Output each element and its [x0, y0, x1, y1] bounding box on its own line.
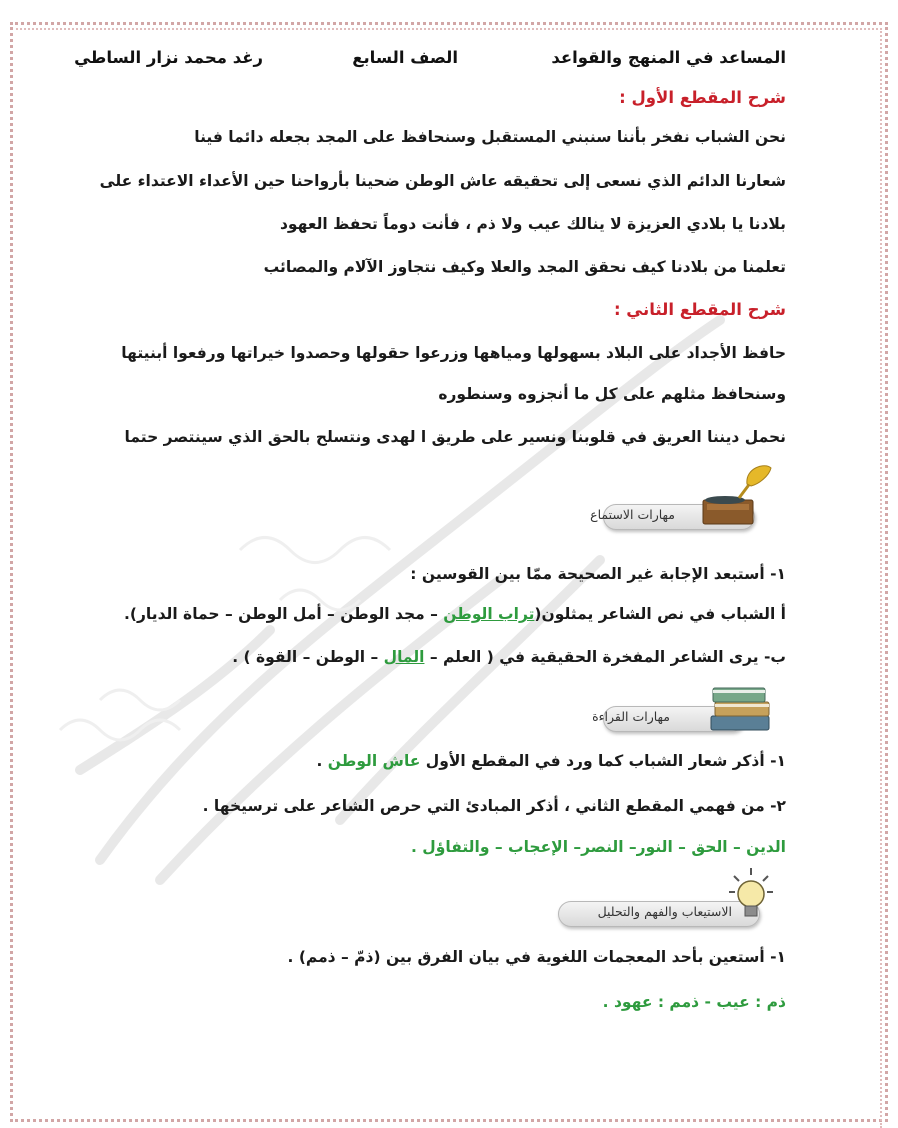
grade-label: الصف السابع — [352, 48, 458, 67]
answer-b-highlight: المال — [383, 648, 425, 666]
gramophone-icon — [695, 460, 775, 530]
analysis-answer-1: ذم : عيب - ذمم : عهود . — [602, 993, 786, 1011]
reading-q1-end: . — [316, 752, 328, 770]
reading-banner-label: مهارات القراءة — [592, 709, 670, 724]
listening-answer-a — [124, 605, 786, 623]
reading-q1-prefix: ١- أذكر شعار الشباب كما ورد في المقطع الأول — [420, 752, 786, 770]
reading-question-1 — [316, 752, 786, 770]
analysis-banner-label: الاستيعاب والفهم والتحليل — [597, 904, 732, 919]
listening-answer-b — [232, 648, 786, 666]
author-name: رغد محمد نزار الساطي — [74, 48, 263, 67]
listening-question-1: ١- أستبعد الإجابة غير الصحيحة ممّا بين القوسين : — [410, 565, 786, 583]
answer-b-prefix: ب- يرى الشاعر المفخرة الحقيقية في ( العلم – — [424, 648, 786, 666]
section2-line: حافظ الأجداد على البلاد بسهولها ومياهها وزرعوا حقولها وحصدوا خيراتها ورفعوا أبنيتها — [121, 344, 786, 362]
subject-title: المساعد في المنهج والقواعد — [551, 48, 786, 67]
section1-line: شعارنا الدائم الذي نسعى إلى تحقيقه عاش الوطن ضحينا بأرواحنا حين الأعداء الاعتداء على — [99, 172, 786, 190]
section2-line: نحمل ديننا العريق في قلوبنا ونسير على طريق ا لهدى ونتسلح بالحق الذي سينتصر حتما — [124, 428, 786, 446]
section2-line: وسنحافظ مثلهم على كل ما أنجزوه وسنطوره — [438, 385, 786, 403]
section1-line: تعلمنا من بلادنا كيف نحقق المجد والعلا وكيف نتجاوز الآلام والمصائب — [263, 258, 786, 276]
listening-banner-label: مهارات الاستماع — [590, 507, 675, 522]
section2-title: شرح المقطع الثاني : — [613, 300, 786, 319]
section1-line: بلادنا يا بلادي العزيزة لا ينالك عيب ولا ذم ، فأنت دوماً تحفظ العهود — [279, 215, 786, 233]
lightbulb-icon — [728, 866, 774, 926]
reading-q1-answer: عاش الوطن — [327, 752, 421, 770]
answer-a-highlight: تراب الوطن — [443, 605, 535, 623]
answer-a-prefix: أ الشباب في نص الشاعر يمثلون( — [534, 605, 786, 623]
reading-answer-2: الدين – الحق – النور– النصر– الإعجاب – والتفاؤل . — [411, 838, 786, 856]
analysis-question-1: ١- أستعين بأحد المعجمات اللغوية في بيان الفرق بين (ذمّ – ذمم) . — [287, 948, 786, 966]
books-icon — [705, 676, 775, 736]
reading-question-2: ٢- من فهمي المقطع الثاني ، أذكر المبادئ التي حرص الشاعر على ترسيخها . — [202, 797, 786, 815]
answer-b-rest: – الوطن – القوة ) . — [232, 648, 384, 666]
section1-title: شرح المقطع الأول : — [619, 88, 786, 107]
section1-line: نحن الشباب نفخر بأننا سنبني المستقبل وسنحافظ على المجد بجعله دائما فينا — [194, 128, 786, 146]
answer-a-rest: – مجد الوطن – أمل الوطن – حماة الديار). — [124, 605, 444, 623]
